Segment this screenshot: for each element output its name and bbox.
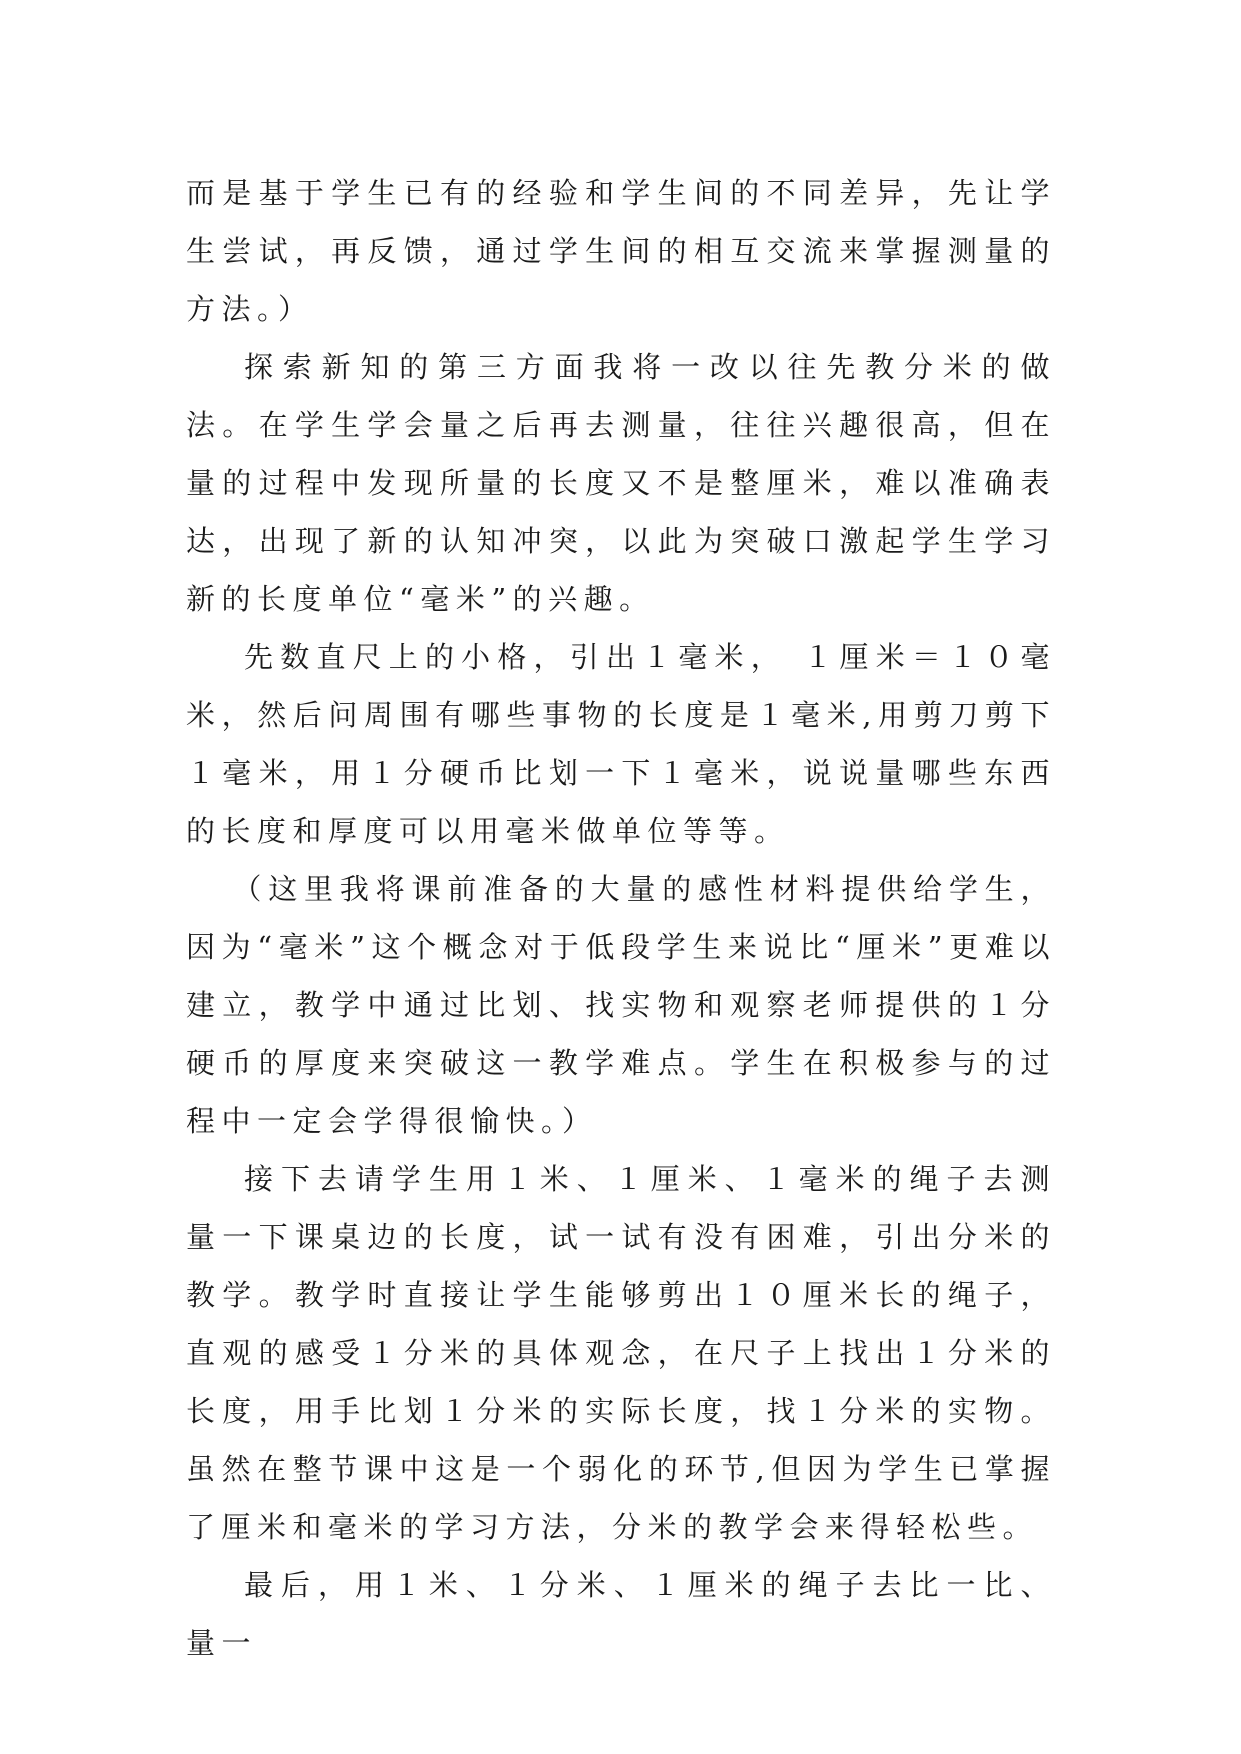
paragraph: 探索新知的第三方面我将一改以往先教分米的做法。在学生学会量之后再去测量，往往兴趣很高，但在量的过程中发现所量的长度又不是整厘米，难以准确表达，出现了新的认知冲突，以此为突破口激起学生学习新的长度单位“毫米”的兴趣。 xyxy=(186,350,1056,616)
document-body xyxy=(186,164,1056,1672)
paragraph: 而是基于学生已有的经验和学生间的不同差异，先让学生尝试，再反馈，通过学生间的相互交流来掌握测量的方法。） xyxy=(186,176,1056,326)
paragraph: （这里我将课前准备的大量的感性材料提供给学生，因为“毫米”这个概念对于低段学生来说比“厘米”更难以建立，教学中通过比划、找实物和观察老师提供的１分硬币的厚度来突破这一教学难点。学生在积极参与的过程中一定会学得很愉快。） xyxy=(186,872,1056,1138)
paragraph: 最后，用１米、１分米、１厘米的绳子去比一比、量一 xyxy=(186,1568,1056,1660)
paragraph: 先数直尺上的小格，引出１毫米， １厘米＝１０毫米，然后问周围有哪些事物的长度是１毫米,用剪刀剪下１毫米，用１分硬币比划一下１毫米，说说量哪些东西的长度和厚度可以用毫米做单位等等。 xyxy=(186,640,1056,848)
paragraph: 接下去请学生用１米、１厘米、１毫米的绳子去测量一下课桌边的长度，试一试有没有困难，引出分米的教学。教学时直接让学生能够剪出１０厘米长的绳子，直观的感受１分米的具体观念，在尺子上找出１分米的长度，用手比划１分米的实际长度，找１分米的实物。虽然在整节课中这是一个弱化的环节,但因为学生已掌握了厘米和毫米的学习方法，分米的教学会来得轻松些。 xyxy=(186,1162,1056,1544)
